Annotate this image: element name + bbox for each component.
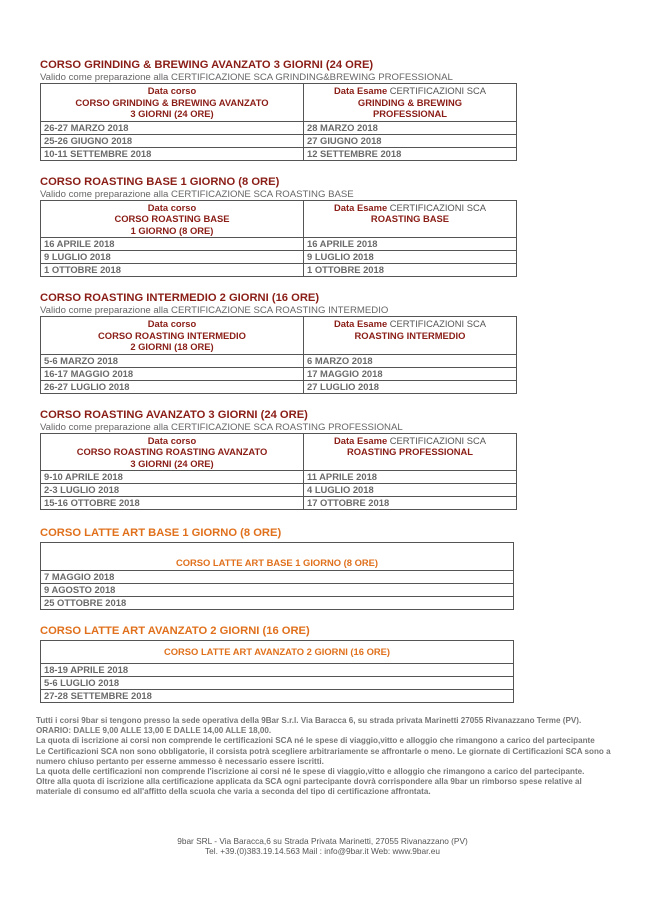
course-date-cell: 5-6 MARZO 2018	[41, 354, 304, 367]
course-date-cell: 26-27 MARZO 2018	[41, 121, 304, 134]
header-exam-date	[304, 200, 517, 238]
header-course-name: CORSO ROASTING BASE	[114, 213, 230, 224]
table-header-row	[41, 84, 517, 122]
course-date-cell: 10-11 SETTEMBRE 2018	[41, 147, 304, 160]
contact-phone-mail-web: Tel. +39.(0)383.19.14.563 Mail : info@9bar.it Web: www.9bar.eu	[205, 846, 440, 856]
footer-notes	[36, 716, 616, 798]
schedule-table	[40, 542, 514, 610]
table-header-row	[41, 641, 514, 664]
exam-date-cell: 1 OTTOBRE 2018	[304, 264, 517, 277]
header-course-name: CORSO GRINDING & BREWING AVANZATO	[75, 96, 269, 108]
footer-note-cert-fees: La quota delle certificazioni non comprende l'iscrizione ai corsi né le spese di viaggio,vitto e alloggio che rimangono a carico del partecipante.	[36, 767, 585, 777]
header-cert-name: GRINDING & BREWING	[357, 96, 463, 108]
header-exam-date	[304, 433, 517, 471]
exam-date-cell: 16 APRILE 2018	[304, 238, 517, 251]
section-title: CORSO LATTE ART AVANZATO 2 GIORNI (16 ORE)	[40, 625, 310, 637]
table-row	[41, 677, 514, 690]
header-label: Data Esame	[334, 201, 388, 213]
footer-note-hours: ORARIO: DALLE 9,00 ALLE 13,00 E DALLE 14,00 ALLE 18,00.	[36, 726, 272, 736]
contact-info	[0, 836, 645, 856]
header-cert-name: ROASTING INTERMEDIO	[354, 329, 466, 341]
course-list	[40, 58, 520, 717]
table-header-row	[41, 543, 514, 571]
header-course-date	[41, 433, 304, 471]
header-label: Data corso	[147, 85, 197, 96]
table-header-row	[41, 433, 517, 471]
header-course-date	[41, 200, 304, 238]
exam-date-cell: 12 SETTEMBRE 2018	[304, 147, 517, 160]
table-row	[41, 571, 514, 584]
header-course-duration: 3 GIORNI (24 ORE)	[130, 457, 214, 469]
course-section-latte-art-avanzato	[40, 624, 520, 703]
course-date-cell: 16 APRILE 2018	[41, 238, 304, 251]
header-course-duration: 3 GIORNI (24 ORE)	[130, 108, 214, 119]
header-label: Data corso	[147, 318, 197, 329]
section-title: CORSO ROASTING BASE 1 GIORNO (8 ORE)	[40, 175, 280, 188]
header-course-duration: 1 GIORNO (8 ORE)	[130, 224, 214, 236]
exam-date-cell: 27 GIUGNO 2018	[304, 134, 517, 147]
header-course-date	[41, 317, 304, 355]
table-row	[41, 147, 517, 160]
table-row	[41, 664, 514, 677]
header-exam-date	[304, 317, 517, 355]
exam-date-cell: 17 MAGGIO 2018	[304, 367, 517, 380]
course-date-cell: 2-3 LUGLIO 2018	[41, 484, 304, 497]
header-course-duration: 2 GIORNI (18 ORE)	[130, 341, 214, 352]
table-row	[41, 238, 517, 251]
footer-note-certifications: Le Certificazioni SCA non sono obbligatorie, il corsista potrà scegliere arbitrariamente se affrontarle o meno. Le giornate di Certificazioni SCA sono a numero chiuso pertanto per esserne ammesso è necessario essere iscritti.	[36, 746, 611, 766]
schedule-table	[40, 83, 517, 161]
table-row	[41, 380, 517, 393]
header-cert-label: CERTIFICAZIONI SCA	[389, 201, 486, 213]
table-row	[41, 264, 517, 277]
course-date-cell: 25 OTTOBRE 2018	[41, 597, 514, 610]
course-date-cell: 5-6 LUGLIO 2018	[41, 677, 514, 690]
header-label: Data corso	[147, 434, 197, 446]
table-header-row	[41, 200, 517, 238]
exam-date-cell: 27 LUGLIO 2018	[304, 380, 517, 393]
table-row	[41, 497, 517, 510]
header-course-name: CORSO LATTE ART BASE 1 GIORNO (8 ORE)	[41, 543, 514, 571]
schedule-table	[40, 316, 517, 394]
header-exam-date	[304, 84, 517, 122]
course-date-cell: 16-17 MAGGIO 2018	[41, 367, 304, 380]
schedule-table	[40, 640, 514, 703]
course-section-roasting-intermedio	[40, 291, 520, 394]
section-title: CORSO ROASTING AVANZATO 3 GIORNI (24 ORE)	[40, 408, 308, 421]
table-row	[41, 584, 514, 597]
header-cert-label: CERTIFICAZIONI SCA	[389, 318, 486, 329]
course-date-cell: 9 AGOSTO 2018	[41, 584, 514, 597]
header-cert-name: ROASTING BASE	[370, 213, 450, 224]
course-date-cell: 25-26 GIUGNO 2018	[41, 134, 304, 147]
header-cert-level: PROFESSIONAL	[373, 108, 447, 119]
footer-note-reimbursement: Oltre alla quota di iscrizione alla certificazione applicata da SCA ogni partecipante dovrà corrispondere alla 9bar un rimborso spese relative al materiale di consumo ed all'affitto della scuola che varia a seconda del tipo di certificazione affrontata.	[36, 777, 582, 797]
header-cert-label: CERTIFICAZIONI SCA	[389, 434, 486, 446]
course-date-cell: 27-28 SETTEMBRE 2018	[41, 690, 514, 703]
course-date-cell: 9 LUGLIO 2018	[41, 251, 304, 264]
table-row	[41, 354, 517, 367]
header-cert-label: CERTIFICAZIONI SCA	[389, 85, 486, 96]
footer-note-fees: La quota di iscrizione ai corsi non comprende le certificazioni SCA né le spese di viaggio,vitto e alloggio che rimangono a carico del partecipante	[36, 736, 595, 746]
table-row	[41, 471, 517, 484]
header-label: Data Esame	[334, 434, 388, 446]
header-label: Data Esame	[334, 318, 388, 329]
course-section-grinding-brewing	[40, 58, 520, 161]
exam-date-cell: 11 APRILE 2018	[304, 471, 517, 484]
course-date-cell: 1 OTTOBRE 2018	[41, 264, 304, 277]
course-section-latte-art-base	[40, 526, 520, 610]
course-date-cell: 26-27 LUGLIO 2018	[41, 380, 304, 393]
course-date-cell: 9-10 APRILE 2018	[41, 471, 304, 484]
section-title: CORSO LATTE ART BASE 1 GIORNO (8 ORE)	[40, 527, 282, 539]
header-course-name: CORSO ROASTING INTERMEDIO	[98, 329, 246, 341]
table-row	[41, 597, 514, 610]
contact-address: 9bar SRL - Via Baracca,6 su Strada Privata Marinetti, 27055 Rivanazzano (PV)	[177, 836, 468, 846]
table-row	[41, 121, 517, 134]
section-subtitle: Valido come preparazione alla CERTIFICAZIONE SCA ROASTING PROFESSIONAL	[40, 421, 403, 433]
section-subtitle: Valido come preparazione alla CERTIFICAZIONE SCA GRINDING&BREWING PROFESSIONAL	[40, 72, 453, 83]
table-row	[41, 251, 517, 264]
table-row	[41, 484, 517, 497]
header-cert-name: ROASTING PROFESSIONAL	[346, 446, 474, 457]
exam-date-cell: 9 LUGLIO 2018	[304, 251, 517, 264]
footer-note-location: Tutti i corsi 9bar si tengono presso la sede operativa della 9Bar S.r.l. Via Baracca 6, su strada privata Marinetti 27055 Rivanazzano Terme (PV).	[36, 716, 582, 725]
section-title: CORSO ROASTING INTERMEDIO 2 GIORNI (16 ORE)	[40, 292, 320, 304]
section-subtitle: Valido come preparazione alla CERTIFICAZIONE SCA ROASTING INTERMEDIO	[40, 305, 389, 316]
course-date-cell: 7 MAGGIO 2018	[41, 571, 514, 584]
course-date-cell: 15-16 OTTOBRE 2018	[41, 497, 304, 510]
header-course-name: CORSO ROASTING ROASTING AVANZATO	[76, 446, 268, 457]
section-title: CORSO GRINDING & BREWING AVANZATO 3 GIORNI (24 ORE)	[40, 59, 374, 71]
table-header-row	[41, 317, 517, 355]
course-date-cell: 18-19 APRILE 2018	[41, 664, 514, 677]
table-row	[41, 690, 514, 703]
header-course-date	[41, 84, 304, 122]
course-section-roasting-avanzato	[40, 408, 520, 511]
exam-date-cell: 4 LUGLIO 2018	[304, 484, 517, 497]
table-row	[41, 367, 517, 380]
exam-date-cell: 6 MARZO 2018	[304, 354, 517, 367]
course-section-roasting-base	[40, 175, 520, 278]
exam-date-cell: 28 MARZO 2018	[304, 121, 517, 134]
schedule-table	[40, 200, 517, 278]
header-label: Data Esame	[334, 85, 388, 96]
header-course-name: CORSO LATTE ART AVANZATO 2 GIORNI (16 ORE)	[41, 641, 514, 664]
section-subtitle: Valido come preparazione alla CERTIFICAZIONE SCA ROASTING BASE	[40, 188, 354, 200]
table-row	[41, 134, 517, 147]
schedule-table	[40, 433, 517, 511]
exam-date-cell: 17 OTTOBRE 2018	[304, 497, 517, 510]
header-label: Data corso	[147, 201, 197, 213]
